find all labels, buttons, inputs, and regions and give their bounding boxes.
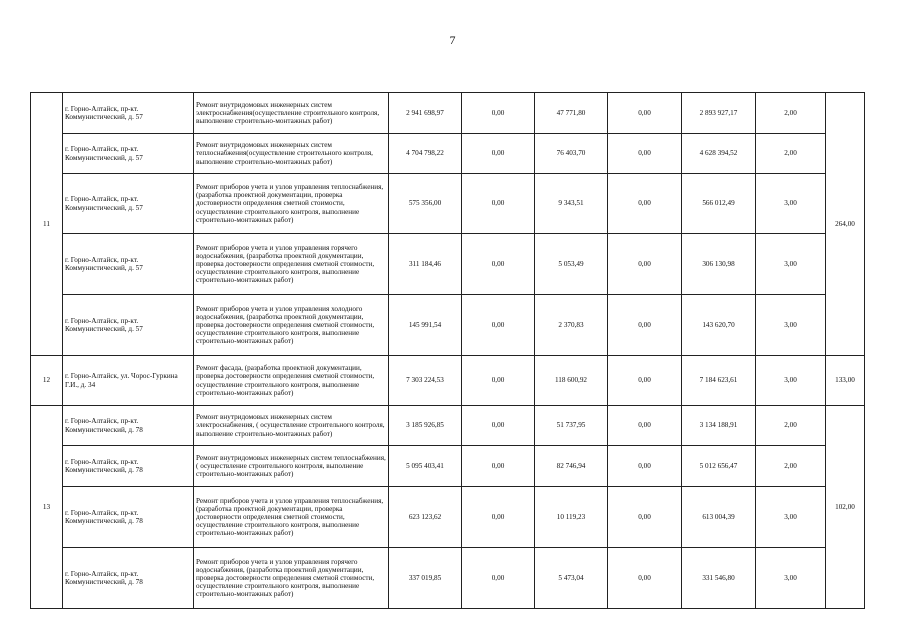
page-number: 7 [449,33,456,47]
federal-funds-cell: 0,00 [462,446,535,487]
table-row [31,548,865,609]
address-cell: г. Горно-Алтайск, пр-кт. Коммунистический, д. 57 [63,93,194,134]
unit-cost-cell: 2,00 [756,93,826,134]
regional-funds-cell: 5 053,49 [535,234,608,295]
regional-funds-cell: 10 119,23 [535,487,608,548]
max-cost-cell: 102,00 [826,406,865,609]
owner-funds-cell: 2 893 927,17 [682,93,756,134]
unit-cost-cell: 2,00 [756,134,826,174]
regional-funds-cell: 82 746,94 [535,446,608,487]
row-number: 11 [31,93,63,356]
owner-funds-cell: 613 004,39 [682,487,756,548]
federal-funds-cell: 0,00 [462,548,535,609]
federal-funds-cell: 0,00 [462,93,535,134]
work-description-cell: Ремонт внутридомовых инженерных систем электроснабжения(осуществление строительного контроля, выполнение строительно-монтажных работ) [194,93,389,134]
table-row [31,134,865,174]
local-funds-cell: 0,00 [608,134,682,174]
total-cost-cell: 575 356,00 [389,174,462,234]
work-description-cell: Ремонт приборов учета и узлов управления горячего водоснабжения, (разработка проектной документации, проверка достоверности определения сметной стоимости, осуществление строительного контроля, выполнение строительно-монтажных работ) [194,548,389,609]
work-description-cell: Ремонт приборов учета и узлов управления теплоснабжения, (разработка проектной документации, проверка достоверности определения сметной стоимости, осуществление строительного контроля, выполнение строительно-монтажных работ) [194,487,389,548]
table-row [31,446,865,487]
federal-funds-cell: 0,00 [462,487,535,548]
local-funds-cell: 0,00 [608,295,682,356]
regional-funds-cell: 76 403,70 [535,134,608,174]
local-funds-cell: 0,00 [608,548,682,609]
local-funds-cell: 0,00 [608,174,682,234]
address-cell: г. Горно-Алтайск, пр-кт. Коммунистический, д. 57 [63,234,194,295]
table-row [31,295,865,356]
federal-funds-cell: 0,00 [462,234,535,295]
owner-funds-cell: 143 620,70 [682,295,756,356]
total-cost-cell: 4 704 798,22 [389,134,462,174]
total-cost-cell: 2 941 698,97 [389,93,462,134]
unit-cost-cell: 3,00 [756,356,826,406]
federal-funds-cell: 0,00 [462,406,535,446]
table-row [31,406,865,446]
table-row [31,487,865,548]
repair-program-table [30,92,865,609]
table-row [31,356,865,406]
table-row [31,93,865,134]
unit-cost-cell: 3,00 [756,234,826,295]
unit-cost-cell: 2,00 [756,406,826,446]
owner-funds-cell: 566 012,49 [682,174,756,234]
local-funds-cell: 0,00 [608,487,682,548]
work-description-cell: Ремонт внутридомовых инженерных систем электроснабжения, ( осуществление строительного контроля, выполнение строительно-монтажных работ) [194,406,389,446]
owner-funds-cell: 4 628 394,52 [682,134,756,174]
regional-funds-cell: 2 370,83 [535,295,608,356]
owner-funds-cell: 306 130,98 [682,234,756,295]
regional-funds-cell: 51 737,95 [535,406,608,446]
owner-funds-cell: 5 012 656,47 [682,446,756,487]
work-description-cell: Ремонт приборов учета и узлов управления теплоснабжения, (разработка проектной документации, проверка достоверности определения сметной стоимости, осуществление строительного контроля, выполнение строительно-монтажных работ) [194,174,389,234]
regional-funds-cell: 47 771,80 [535,93,608,134]
total-cost-cell: 337 019,85 [389,548,462,609]
local-funds-cell: 0,00 [608,446,682,487]
owner-funds-cell: 3 134 188,91 [682,406,756,446]
work-description-cell: Ремонт приборов учета и узлов управления горячего водоснабжения, (разработка проектной документации, проверка достоверности определения сметной стоимости, осуществление строительного контроля, выполнение строительно-монтажных работ) [194,234,389,295]
table-row [31,234,865,295]
unit-cost-cell: 3,00 [756,295,826,356]
local-funds-cell: 0,00 [608,356,682,406]
work-description-cell: Ремонт внутридомовых инженерных систем теплоснабжения(осуществление строительного контроля, выполнение строительно-монтажных работ) [194,134,389,174]
total-cost-cell: 311 184,46 [389,234,462,295]
work-description-cell: Ремонт приборов учета и узлов управления холодного водоснабжения, (разработка проектной документации, проверка достоверности определения сметной стоимости, осуществление строительного контроля, выполнение строительно-монтажных работ) [194,295,389,356]
address-cell: г. Горно-Алтайск, пр-кт. Коммунистический, д. 57 [63,295,194,356]
unit-cost-cell: 3,00 [756,548,826,609]
local-funds-cell: 0,00 [608,234,682,295]
address-cell: г. Горно-Алтайск, пр-кт. Коммунистический, д. 78 [63,406,194,446]
local-funds-cell: 0,00 [608,406,682,446]
address-cell: г. Горно-Алтайск, пр-кт. Коммунистический, д. 57 [63,174,194,234]
address-cell: г. Горно-Алтайск, ул. Чорос-Гуркина Г.И., д. 34 [63,356,194,406]
unit-cost-cell: 3,00 [756,174,826,234]
total-cost-cell: 7 303 224,53 [389,356,462,406]
local-funds-cell: 0,00 [608,93,682,134]
total-cost-cell: 3 185 926,85 [389,406,462,446]
regional-funds-cell: 5 473,04 [535,548,608,609]
table-body [31,93,865,609]
work-description-cell: Ремонт фасада, (разработка проектной документации, проверка достоверности определения сметной стоимости, осуществление строительного контроля, выполнение строительно-монтажных работ) [194,356,389,406]
unit-cost-cell: 2,00 [756,446,826,487]
row-number: 12 [31,356,63,406]
regional-funds-cell: 118 600,92 [535,356,608,406]
total-cost-cell: 623 123,62 [389,487,462,548]
federal-funds-cell: 0,00 [462,174,535,234]
federal-funds-cell: 0,00 [462,295,535,356]
regional-funds-cell: 9 343,51 [535,174,608,234]
address-cell: г. Горно-Алтайск, пр-кт. Коммунистический, д. 78 [63,487,194,548]
max-cost-cell: 264,00 [826,93,865,356]
owner-funds-cell: 7 184 623,61 [682,356,756,406]
max-cost-cell: 133,00 [826,356,865,406]
federal-funds-cell: 0,00 [462,356,535,406]
federal-funds-cell: 0,00 [462,134,535,174]
row-number: 13 [31,406,63,609]
unit-cost-cell: 3,00 [756,487,826,548]
work-description-cell: Ремонт внутридомовых инженерных систем теплоснабжения, ( осуществление строительного контроля, выполнение строительно-монтажных работ) [194,446,389,487]
address-cell: г. Горно-Алтайск, пр-кт. Коммунистический, д. 57 [63,134,194,174]
total-cost-cell: 145 991,54 [389,295,462,356]
address-cell: г. Горно-Алтайск, пр-кт. Коммунистический, д. 78 [63,548,194,609]
owner-funds-cell: 331 546,80 [682,548,756,609]
address-cell: г. Горно-Алтайск, пр-кт. Коммунистический, д. 78 [63,446,194,487]
total-cost-cell: 5 095 403,41 [389,446,462,487]
table-row [31,174,865,234]
